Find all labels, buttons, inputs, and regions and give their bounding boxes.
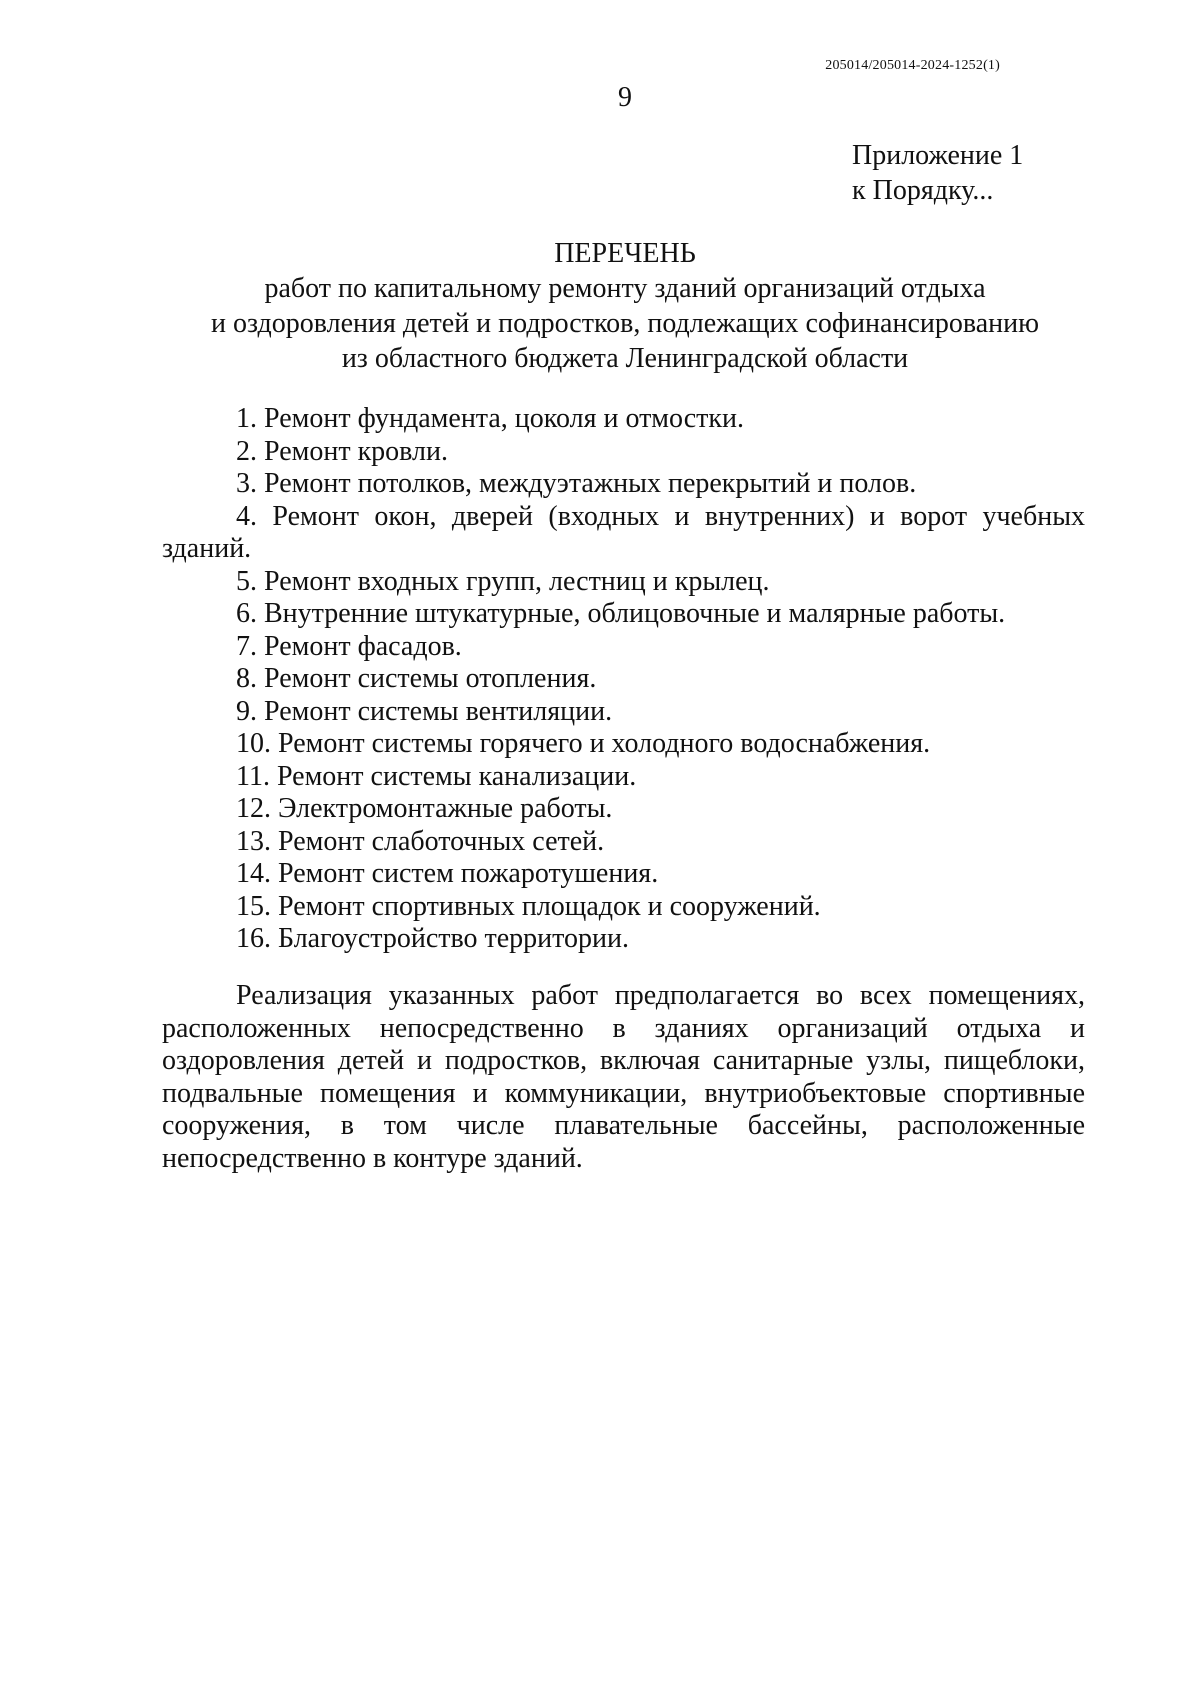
heading-title: ПЕРЕЧЕНЬ bbox=[554, 238, 696, 269]
heading-line-1: работ по капитальному ремонту зданий организаций отдыха bbox=[264, 273, 986, 304]
list-item: 8. Ремонт системы отопления. bbox=[236, 663, 597, 694]
appendix-line-2: к Порядку... bbox=[852, 175, 994, 206]
document-id: 205014/205014-2024-1252(1) bbox=[825, 58, 1000, 73]
heading-line-3: из областного бюджета Ленинградской области bbox=[341, 343, 909, 374]
implementation-paragraph: Реализация указанных работ предполагается во всех помещениях, расположенных непосредственно в зданиях организаций отдыха и оздоровления детей и подростков, включая санитарные узлы, пищеблоки, подвальные помещения и коммуникации, внутриобъектовые спортивные сооружения, в том числе плавательные бассейны, расположенные непосредственно в контуре зданий. bbox=[162, 980, 1085, 1174]
list-item: 12. Электромонтажные работы. bbox=[236, 793, 613, 824]
list-item: 4. Ремонт окон, дверей (входных и внутренних) и ворот учебных зданий. bbox=[162, 500, 1085, 564]
heading-line-2: и оздоровления детей и подростков, подлежащих софинансированию bbox=[210, 308, 1040, 339]
list-item: 7. Ремонт фасадов. bbox=[236, 630, 462, 662]
list-item: 6. Внутренние штукатурные, облицовочные и малярные работы. bbox=[236, 598, 1006, 629]
list-item: 15. Ремонт спортивных площадок и сооружений. bbox=[236, 890, 821, 922]
list-item: 14. Ремонт систем пожаротушения. bbox=[236, 858, 659, 889]
list-item: 5. Ремонт входных групп, лестниц и крылец. bbox=[236, 565, 770, 597]
list-item: 11. Ремонт системы канализации. bbox=[236, 760, 637, 792]
list-item: 13. Ремонт слаботочных сетей. bbox=[236, 825, 605, 857]
appendix-line-1: Приложение 1 bbox=[852, 140, 1024, 171]
appendix-reference bbox=[852, 138, 1023, 208]
list-item: 1. Ремонт фундамента, цоколя и отмостки. bbox=[236, 403, 744, 434]
document-heading bbox=[0, 236, 1200, 376]
works-list bbox=[162, 403, 1085, 956]
list-item: 16. Благоустройство территории. bbox=[236, 923, 629, 954]
list-item: 10. Ремонт системы горячего и холодного водоснабжения. bbox=[236, 728, 931, 759]
page-number: 9 bbox=[618, 82, 632, 113]
list-item: 2. Ремонт кровли. bbox=[236, 435, 448, 467]
list-item: 9. Ремонт системы вентиляции. bbox=[236, 695, 613, 727]
list-item: 3. Ремонт потолков, междуэтажных перекрытий и полов. bbox=[236, 468, 917, 499]
